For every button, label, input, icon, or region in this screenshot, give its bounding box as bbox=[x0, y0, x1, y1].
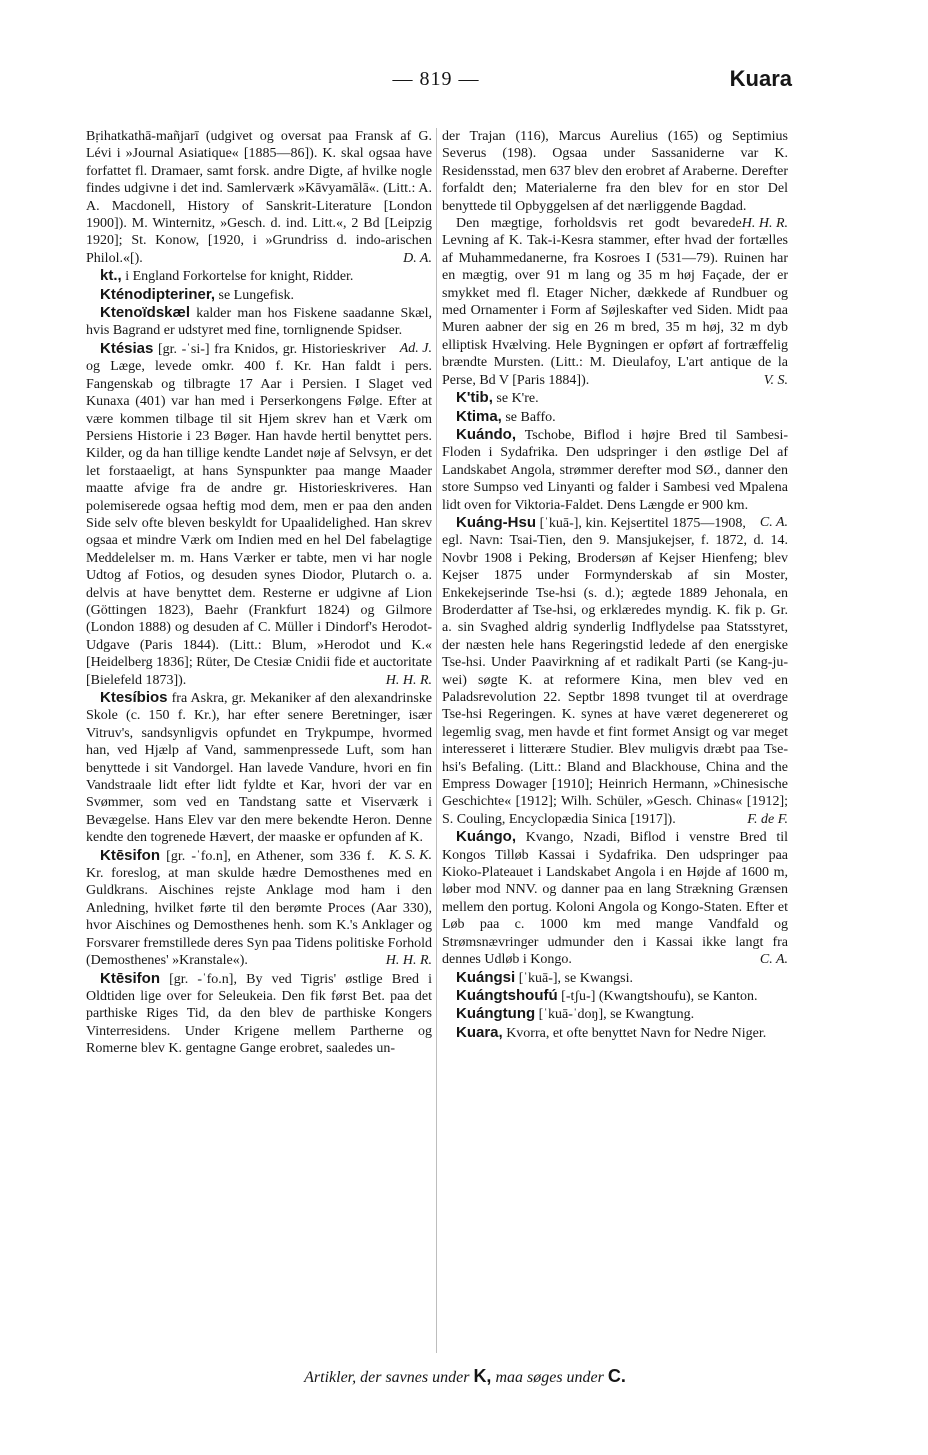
entry-author: H. H. R. bbox=[385, 672, 432, 688]
entry-headword: Kténodipteriner, bbox=[100, 285, 216, 303]
entry-headword: Kuáng-Hsu bbox=[456, 513, 536, 531]
entry-author: K. S. K. bbox=[388, 847, 432, 863]
entry-ktenodipteriner bbox=[86, 286, 432, 304]
entry-text: se Baffo. bbox=[501, 409, 556, 425]
column-divider bbox=[436, 128, 437, 1353]
page-header bbox=[80, 68, 792, 104]
entry-ktima bbox=[442, 408, 788, 426]
entry-text: [gr. -ˈsi-] fra Knidos, gr. Historieskriver og Læge, levede omkr. 400 f. Kr. Han faldt i pers. Fangenskab og tilbragte 17 Aar i Persien. I Slaget ved Kunaxa (401) var han med i Perserkongens Følge. Efter at være kommen tilbage til sit Hjem skrev han et Værk om Persiens Historie i 23 Bøger. Han havde hertil benyttet pers. Kilder, og da han tillige kendte Landet nøje af Selvsyn, er det let forstaaeligt, at hans Synspunkter paa mange Maader maatte afvige fra de andre gr. Historieskriveres. Han polemiserede ogsaa heftig mod dem, men er paa den anden Side selv ofte bleven beskyldt for Upaalidelighed. Han skrev ogsaa et mindre Værk om Indien med en hel Del fabelagtige Meddelelser m. m. Hans Værker er tabte, men vi har nogle Udtog af Fotios, og desuden synes Diodor, Plutarch o. a. delvis at have benyttet dem. Resterne er udgivne af Lion (Göttingen 1823), Baehr (Frankfurt 1824) og Gilmore (London 1888) og desuden af C. Müller i Dindorf's Herodot-Udgave (Paris 1844). (Litt.: Blum, »Herodot und K.« [Heidelberg 1836]; Rüter, De Ctesiæ Cnidii fide et auctoritate [Bielefeld 1873]). bbox=[86, 341, 432, 688]
entry-headword: Kuángo, bbox=[456, 828, 516, 846]
entry-text: se K're. bbox=[492, 391, 539, 407]
entry-headword: kt., bbox=[100, 267, 122, 285]
entry-text: i England Forkortelse for knight, Ridder. bbox=[121, 269, 354, 285]
entry-author: Ad. J. bbox=[399, 340, 432, 356]
entry-headword: Kuángtshoufú bbox=[456, 986, 558, 1004]
right-column bbox=[442, 128, 788, 1042]
entry-kuango bbox=[442, 828, 788, 968]
entry-text: [ˈkuā-], kin. Kejsertitel 1875—1908, egl. Navn: Tsai-Tien, den 9. Mansjukejser, f. 1872, d. 14. Novbr 1908 i Peking, Brodersøn af Kejser Hienfeng; blev Kejser 1875 under Formynderskab af sin Moster, Enkekejserinde Tse-hsi (s. d.); ægtede 1889 Jehonala, en Broderdatter af Tse-hsi, og erklæredes myndig. K. fik p. Gr. a. sin Svaghed aldrig synderlig Indflydelse paa Statsstyret, der næsten hele hans Regeringstid ledede af den energiske Tse-hsi. Under Paavirkning af et radikalt Parti (se Kang-ju-wei) søgte K. at reformere Kina, men blev ved en Paladsrevolution 22. Septbr 1898 tvunget til at overdrage Tse-hsi Regeringen. K. synes at have været degenereret og legemlig svag, men havde et fint formet Ansigt og var meget interesseret i litterære Studier. Blev muligvis dræbt paa Tse-hsi's Befaling. (Litt.: Bland and Blackhouse, China and the Empress Dowager [1910]; Heinrich Hermann, »Chinesische Geschichte« [1912]; Wilh. Schüler, »Gesch. Chinas« [1912]; S. Couling, Encyclopædia Sinica [1917]). bbox=[442, 515, 788, 827]
entry-text: [gr. -ˈfo.n], By ved Tigris' østlige Bred i Oldtiden lige over for Seleukeia. Den fik først Bet. paa det parthiske Riges Tid, da den blev de parthiske Kongers Vinterresidens. Under Krigene mellem Partherne og Romerne blev K. gentagne Gange erobret, saaledes un- bbox=[86, 971, 432, 1057]
entry-continuation bbox=[86, 128, 432, 267]
page-footer-note bbox=[80, 1366, 850, 1387]
entry-text: [ˈkuā-], se Kwangsi. bbox=[515, 970, 633, 986]
entry-headword: Ktēsifon bbox=[100, 969, 160, 987]
entry-text: [gr. -ˈfo.n], en Athener, som 336 f. Kr. foreslog, at man skulde hædre Demosthenes med en Guldkrans. Aischines rejste Anklage mod ham i den Anledning, hvilket førte til den berømte Proces (Aar 330), hvor Aischines og Demosthenes henh. som K.'s Anklager og Forsvarer fremstillede deres Syn paa Tidens politiske Forhold (Demosthenes' »Kranstale«). bbox=[86, 848, 432, 969]
entry-author: V. S. bbox=[763, 372, 788, 388]
running-head: Kuara bbox=[729, 66, 792, 91]
entry-kuang-hsu bbox=[442, 514, 788, 828]
entry-text: Tschobe, Biflod i højre Bred til Sambesi-Floden i Sydafrika. Den udspringer i den østlige Del af Landskabet Angola, strømmer derefter mod SØ., danner den store Sumpso ved Linyanti og falder i Sambesi ved Mpalena lidt oven for Viktoria-Faldet. Dens Længde er 900 km. bbox=[442, 427, 788, 513]
entry-author: F. de F. bbox=[747, 811, 788, 827]
entry-ktib bbox=[442, 389, 788, 407]
entry-author: D. A. bbox=[403, 250, 432, 266]
entry-tak-i-kesra bbox=[442, 215, 788, 389]
entry-text: der Trajan (116), Marcus Aurelius (165) og Septimius Severus (198). Ogsaa under Sassaniderne var K. Residensstad, men 637 blev den erobret af Araberne. Derefter forfaldt den; Materialerne fra den blev for en stor Del benyttede til Opbyggelsen af det nærliggende Bagdad. bbox=[442, 129, 788, 214]
footer-letter-c: C. bbox=[607, 1366, 626, 1386]
entry-kuangsi bbox=[442, 969, 788, 987]
entry-headword: Ktésias bbox=[100, 339, 154, 357]
entry-text: Kvango, Nzadi, Biflod i venstre Bred til Kongos Tilløb Kassai i Sydafrika. Den udspringer paa Kioko-Plateauet i Landskabet Angola i en Højde af 1600 m, løber mod NNV. og danner paa en lang Strækning Grænsen mellem den portug. Koloni Angola og Kongo-Staten. Efter et Løb paa c. 1000 km med mange Vandfald og Strømsnævringer udmunder den i Kassai ikke langt fra dennes Udløb i Kongo. bbox=[442, 830, 788, 968]
entry-text: se Lungefisk. bbox=[215, 287, 294, 303]
entry-author: C. A. bbox=[759, 952, 788, 968]
entry-author: H. H. R. bbox=[385, 953, 432, 969]
entry-headword: Kuángtung bbox=[456, 1005, 536, 1023]
entry-text: [-tʃu-] (Kwangtshoufu), se Kanton. bbox=[557, 988, 758, 1004]
entry-text: Kvorra, et ofte benyttet Navn for Nedre Niger. bbox=[502, 1025, 767, 1041]
left-column bbox=[86, 128, 432, 1058]
entry-headword: Kuángsi bbox=[456, 968, 516, 986]
footer-letter-k: K, bbox=[473, 1366, 492, 1386]
entry-ktesifon-athener bbox=[86, 847, 432, 970]
page-number: — 819 — bbox=[392, 68, 480, 90]
entry-text: fra Askra, gr. Mekaniker af den alexandrinske Skole (c. 150 f. Kr.), har efter senere Beretninger, især Vitruv's, sandsynligvis opfundet en Trykpumpe, hvormed han, ved Hjælp af Vand, sammenpressede Luft, som han benyttede i sit Vandorgel. Han lavede Vandure, hvori en fin Vandstraale lidt efter lidt fyldte et Kar, hvori der var en Svømmer, som ved en Tandstang satte et Viserværk i Bevægelse. Hans Elev var den mere bekendte Heron. Denne kendte den togrenede Hævert, der maaske er opfunden af K. bbox=[86, 691, 432, 846]
entry-headword: Ktesíbios bbox=[100, 689, 168, 706]
entry-ktesias bbox=[86, 340, 432, 689]
entry-text: Bṛihatkathā-mañjarī (udgivet og oversat paa Fransk af G. Lévi i »Journal Asiatique« [1885—86]). K. skal ogsaa have forfattet fl. Dramaer, samt forsk. andre Digte, af hvilke nogle findes udgivne i det ind. Samlerværk »Kāvyamālā«. (Litt.: A. A. Macdonell, History of Sanskrit-Literature [London 1900]). M. Winternitz, »Gesch. d. ind. Litt.«, 2 Bd [Leipzig 1920]; St. Konow, [1920, i »Grundriss d. indo-arischen Philol.«[). bbox=[86, 129, 432, 266]
entry-kuangtung bbox=[442, 1005, 788, 1023]
footer-text-middle: maa søges under bbox=[491, 1369, 608, 1386]
entry-headword: K'tib, bbox=[456, 389, 493, 407]
entry-author: C. A. bbox=[759, 514, 788, 530]
entry-kuangtshoufu bbox=[442, 987, 788, 1005]
entry-continuation bbox=[442, 128, 788, 232]
entry-text: [ˈkuā-ˈdoŋ], se Kwangtung. bbox=[535, 1007, 695, 1023]
entry-headword: Kuara, bbox=[456, 1023, 503, 1041]
entry-kt bbox=[86, 267, 432, 285]
entry-ktesifon-by bbox=[86, 970, 432, 1058]
entry-kuara bbox=[442, 1024, 788, 1042]
entry-text: kalder man hos Fiskene saadanne Skæl, hvis Bagrand er udstyret med fine, tornlignende Spidser. bbox=[86, 306, 432, 339]
entry-author: H. H. R. bbox=[741, 216, 788, 232]
entry-text: Den mægtige, forholdsvis ret godt bevarede Levning af K. Tak-i-Kesra stammer, efter hvad der fortælles af Muhammedanerne, fra Kosroes I (531—79). Ruinen har en mægtig, over 91 m lang og 35 m høj Façade, der er smykket med fl. Etager Nicher, dækkede af Rundbuer og med Ornamenter i Form af Søjleskafter ved Siden. Midt paa Muren aabner der sig en 26 m bred, 35 m høj, 32 m dyb elliptisk Hvælving. Hele Bygningen er opført af fortræffelig brændte Mursten. (Litt.: M. Dieulafoy, L'art antique de la Perse, Bd V [Paris 1884]). bbox=[442, 216, 788, 388]
entry-headword: Kuándo, bbox=[456, 425, 516, 443]
entry-headword: Ktēsifon bbox=[100, 846, 160, 864]
entry-headword: Ktenoïdskæl bbox=[100, 304, 191, 322]
footer-text-before: Artikler, der savnes under bbox=[304, 1369, 474, 1386]
entry-headword: Ktima, bbox=[456, 407, 502, 425]
